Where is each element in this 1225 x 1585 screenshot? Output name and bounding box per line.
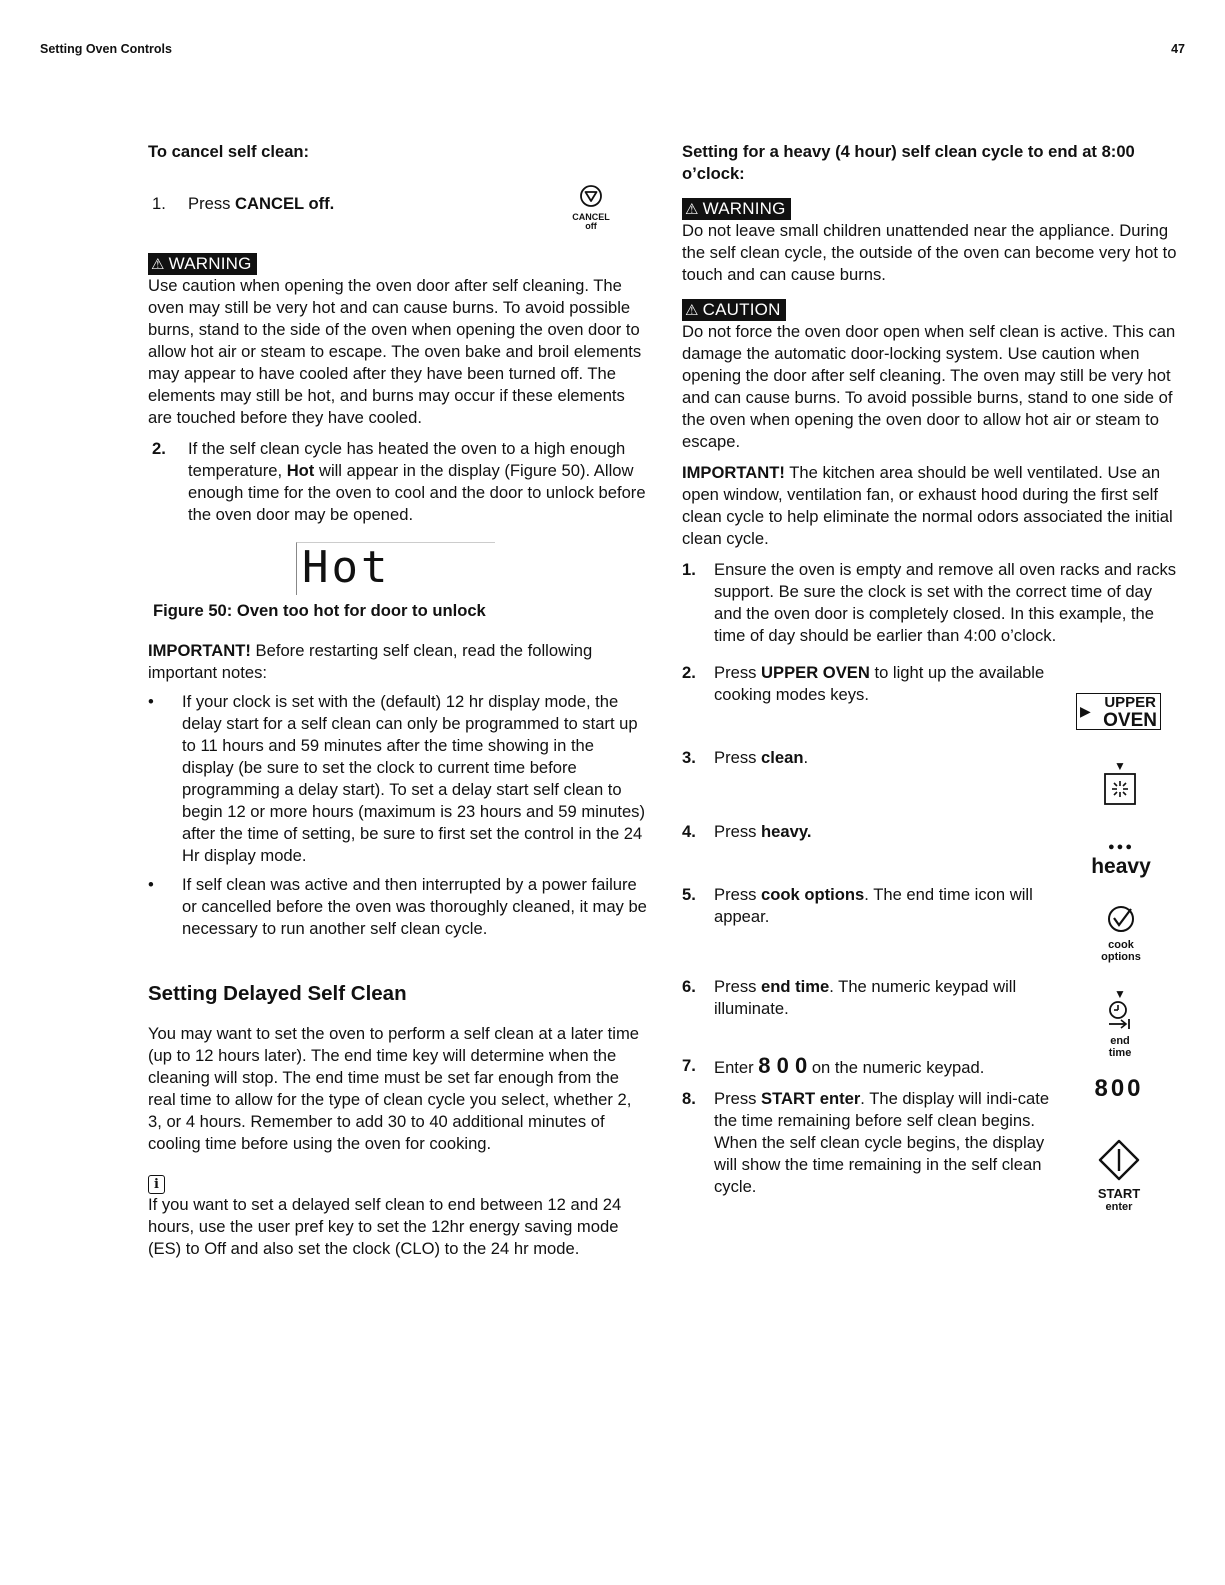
warning-badge	[682, 198, 791, 220]
delayed-text: You may want to set the oven to perform a self clean at a later time (up to 12 hours later). The end time key will determine when the cleaning will stop. The end time must be set far enough from the real time to allow for the type of clean cycle you select, whether 2, 3, or 4 hours. Remember to add 30 to 40 additional minutes of cooling time before using the oven for cooking.	[148, 1024, 640, 1153]
step-number: 7.	[682, 1056, 696, 1075]
options-label: options	[1101, 951, 1141, 963]
warning-badge	[148, 253, 257, 275]
cook-options-key[interactable]	[1090, 904, 1152, 963]
step-text: Press	[714, 885, 762, 904]
step-number: 2.	[152, 439, 166, 458]
off-label: off	[585, 221, 597, 231]
start-enter-key[interactable]	[1088, 1138, 1150, 1213]
upper-label: UPPER	[1104, 694, 1156, 711]
step-bold: clean	[761, 748, 804, 767]
bullet-dot: •	[148, 875, 154, 894]
step-bold: START enter	[761, 1089, 861, 1108]
cancel-icon	[579, 184, 603, 208]
important-text: The kitchen area should be well ventilated. Use an open window, ventilation fan, or exhaust hood during the first self clean cycle to help eliminate the normal odors associated the initial clean cycle.	[682, 463, 1173, 548]
cancel-title: To cancel self clean:	[148, 142, 310, 161]
step-text-end: . The display will indi-cate the time remaining before self clean begins. When the self clean cycle begins, the display will show the time remaining in the self clean cycle.	[714, 1089, 1050, 1196]
running-header-section: Setting Oven Controls	[40, 42, 172, 56]
step-text-end: . The end time icon will appear.	[714, 885, 1033, 926]
step-bold: end time	[761, 977, 830, 996]
step-text-end: . The numeric keypad will illuminate.	[714, 977, 1017, 1018]
down-arrow-icon: ▼	[1114, 987, 1126, 1001]
enter-label: enter	[1105, 1201, 1133, 1213]
heavy-step-6	[682, 976, 1084, 1020]
warning-label: WARNING	[168, 254, 252, 273]
right-title: Setting for a heavy (4 hour) self clean cycle to end at 8:00 o’clock:	[682, 142, 1135, 183]
important-label: IMPORTANT!	[148, 641, 251, 660]
oven-label: OVEN	[1103, 710, 1157, 731]
step-number: 5.	[682, 885, 696, 904]
down-arrow-icon: ▼	[1114, 759, 1126, 773]
start-diamond-icon	[1097, 1138, 1141, 1182]
step-text: Press	[714, 748, 762, 767]
step-text: Ensure the oven is empty and remove all oven racks and racks support. Be sure the clock is set with the correct time of day and the oven door is completely closed. In this example, the time of day should be earlier than 4:00 o’clock.	[714, 560, 1177, 645]
display-readout: Hot	[302, 542, 391, 593]
heavy-key[interactable]	[1090, 840, 1152, 880]
figure-caption: Figure 50: Oven too hot for door to unlock	[153, 601, 486, 620]
right-warning-badge-row	[682, 198, 1182, 220]
left-warning-text: Use caution when opening the oven door after self cleaning. The oven may still be very hot and can cause burns. To avoid possible burns, stand to the side of the oven when opening the oven door to allow hot air or steam to escape. The oven bake and broil elements may appear to have cooled after they have been turned off. The elements may still be hot, and burns may occur if these elements are touched before they have cooled.	[148, 276, 642, 427]
info-icon-row	[148, 1173, 648, 1194]
warning-triangle-icon: ⚠	[151, 256, 165, 273]
heavy-step-1	[682, 559, 1182, 647]
cancel-off-control	[566, 184, 616, 231]
caution-text: Do not force the oven door open when self clean is active. This can damage the automatic door-locking system. Use caution when opening the door after self cleaning. The oven may still be very hot and can cause burns. To avoid possible burns, stand to one side of the oven when opening the oven door to allow hot air or steam to escape.	[682, 322, 1176, 451]
clean-key[interactable]	[1101, 760, 1139, 811]
bullet-text: If self clean was active and then interrupted by a power failure or cancelled before the oven was thoroughly cleaned, it may be necessary to run another self clean cycle.	[182, 875, 647, 938]
step-text: Press	[714, 977, 762, 996]
note-bullet-1	[148, 691, 648, 867]
step-number: 8.	[682, 1089, 696, 1108]
cook-label: cook	[1108, 939, 1134, 951]
cancel-label: CANCEL	[572, 212, 610, 222]
end-label: end	[1110, 1035, 1130, 1047]
step-text: Enter	[714, 1058, 759, 1077]
step-text-end: .	[803, 748, 809, 767]
check-circle-icon	[1106, 904, 1136, 934]
step-text: Press	[714, 1089, 762, 1108]
info-text: If you want to set a delayed self clean to end between 12 and 24 hours, use the user pref key to set the 12hr energy saving mode (ES) to Off and also set the clock (CLO) to the 24 hr mode.	[148, 1195, 622, 1258]
right-important	[682, 462, 1182, 550]
heavy-dots-icon: ●●●	[1108, 841, 1134, 853]
step-number: 3.	[682, 748, 696, 767]
important-label: IMPORTANT!	[682, 463, 785, 482]
hot-display-figure	[296, 542, 496, 596]
step-bold: 8 0 0	[758, 1053, 808, 1078]
info-icon: i	[148, 1175, 165, 1194]
step-bold: cook options	[761, 885, 865, 904]
time-label: time	[1108, 1047, 1132, 1059]
step-bold: Hot	[286, 461, 315, 480]
caution-triangle-icon: ⚠	[685, 302, 699, 319]
caution-badge-row	[682, 299, 1182, 321]
cancel-step-2	[148, 438, 648, 526]
heavy-step-2	[682, 662, 1084, 706]
step-bold: heavy.	[761, 822, 812, 841]
start-label: START	[1097, 1186, 1141, 1201]
keypad-entry: 800	[1094, 1075, 1144, 1102]
step-bold: UPPER OVEN	[761, 663, 870, 682]
section-heading: Setting Delayed Self Clean	[148, 982, 407, 1005]
step-number: 1.	[682, 560, 696, 579]
step-number: 1.	[152, 194, 166, 213]
step-text-end: on the numeric keypad.	[807, 1058, 985, 1077]
note-bullet-2	[148, 874, 648, 940]
step-number: 4.	[682, 822, 696, 841]
heavy-step-8	[682, 1088, 1059, 1198]
left-warning-badge-row	[148, 253, 648, 275]
step-bold: CANCEL off.	[235, 194, 335, 213]
step-text: Press	[188, 194, 236, 213]
step-text-end: to light up the available cooking modes keys.	[714, 663, 1045, 704]
upper-oven-button[interactable]	[1076, 693, 1161, 730]
page-number: 47	[1171, 42, 1185, 56]
step-number: 6.	[682, 977, 696, 996]
step-text: Press	[714, 663, 762, 682]
bullet-dot: •	[148, 692, 154, 711]
warning-label: WARNING	[702, 199, 786, 218]
important-text: Before restarting self clean, read the following important notes:	[148, 641, 593, 682]
step-text: If the self clean cycle has heated the oven to a high enough temperature,	[188, 439, 626, 480]
clock-icon	[1105, 1000, 1135, 1030]
clean-icon	[1103, 772, 1137, 806]
left-important	[148, 640, 648, 684]
left-column	[148, 141, 648, 1260]
play-arrow-icon: ▶	[1080, 703, 1091, 719]
heavy-label: heavy	[1091, 855, 1151, 878]
step-text-end: will appear in the display (Figure 50). Allow enough time for the oven to cool and the door to unlock before the oven door may be opened.	[188, 461, 646, 524]
heavy-step-5	[682, 884, 1084, 928]
warning-triangle-icon: ⚠	[685, 201, 699, 218]
step-number: 2.	[682, 663, 696, 682]
step-text: Press	[714, 822, 762, 841]
right-warning-text: Do not leave small children unattended near the appliance. During the self clean cycle, the outside of the oven can become very hot to touch and can cause burns.	[682, 221, 1177, 284]
caution-badge	[682, 299, 786, 321]
end-time-key[interactable]	[1095, 988, 1145, 1059]
bullet-text: If your clock is set with the (default) 12 hr display mode, the delay start for a self clean can only be programmed to start up to 11 hours and 59 minutes after the time showing in the display (be sure to set the clock to current time before programming a delay start). To set a delay start self clean to begin 12 or more hours (maximum is 23 hours and 59 minutes) after the time of setting, be sure to first set the control in the 24 Hr display mode.	[182, 692, 645, 865]
caution-label: CAUTION	[702, 300, 781, 319]
